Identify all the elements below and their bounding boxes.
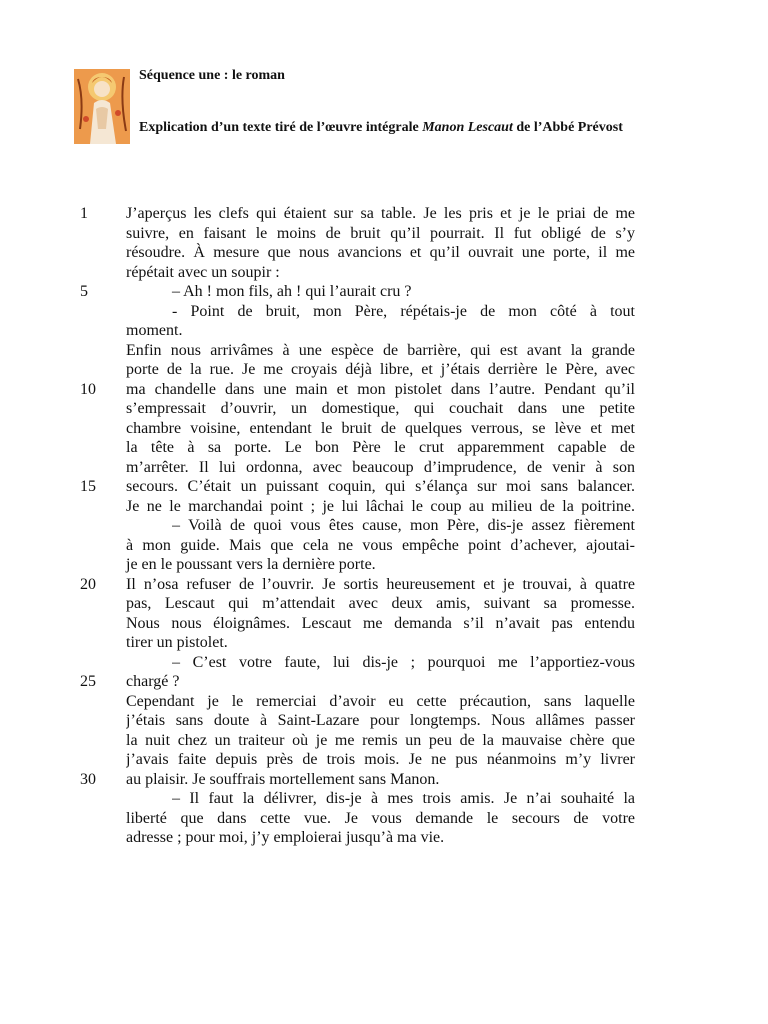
line-text: m’arrêter. Il lui ordonna, avec beaucoup d’imprudence, de venir à son xyxy=(126,458,635,476)
line-text: suivre, en faisant le moins de bruit qu’il pourrait. Il fut obligé de s’y xyxy=(126,224,635,242)
sequence-title: Séquence une : le roman xyxy=(139,68,285,83)
line-text: Cependant je le remerciai d’avoir eu cette précaution, sans laquelle xyxy=(126,692,635,710)
line-text: tirer un pistolet. xyxy=(126,634,228,651)
line-text: s’empressait d’ouvrir, un domestique, qui couchait dans une petite xyxy=(126,400,635,417)
line-text: j’avais faite depuis près de trois mois. Je ne pus néanmoins m’y livrer xyxy=(126,751,635,768)
line-text: ma chandelle dans une main et mon pistolet dans l’autre. Pendant qu’il xyxy=(126,380,635,398)
line-number: 20 xyxy=(80,575,96,593)
line-text: pas, Lescaut qui m’attendait avec deux amis, suivant sa promesse. xyxy=(126,595,635,612)
line-number: 10 xyxy=(80,380,96,398)
text-line xyxy=(80,282,635,302)
text-line xyxy=(80,653,635,673)
line-text: chargé ? xyxy=(126,673,180,690)
line-text: chambre voisine, entendant le bruit de quelques verrous, se lève et met xyxy=(126,419,635,437)
line-text: liberté que dans cette vue. Je vous demande le secours de votre xyxy=(126,809,635,827)
text-line xyxy=(80,750,635,770)
line-text: Il n’osa refuser de l’ouvrir. Je sortis heureusement et je trouvai, à quatre xyxy=(126,575,635,593)
line-text: secours. C’était un puissant coquin, qui s’élança sur moi sans balancer. xyxy=(126,478,635,495)
line-text: - Point de bruit, mon Père, répétais-je de mon côté à tout xyxy=(172,302,635,320)
text-line xyxy=(80,555,635,575)
text-line xyxy=(80,497,635,517)
text-line xyxy=(80,477,635,497)
line-text: moment. xyxy=(126,322,183,339)
line-text: J’aperçus les clefs qui étaient sur sa table. Je les pris et je le priai de me xyxy=(126,205,635,222)
line-text: Je ne le marchandai point ; je lui lâchai le coup au milieu de la poitrine. xyxy=(126,497,635,515)
line-text: la nuit chez un traiteur où je me remis un peu de la mauvaise chère que xyxy=(126,731,635,749)
text-line xyxy=(80,789,635,809)
line-text: Nous nous éloignâmes. Lescaut me demanda s’il n’avait pas entendu xyxy=(126,614,635,632)
text-line xyxy=(80,731,635,751)
text-line xyxy=(80,633,635,653)
text-line xyxy=(80,419,635,439)
line-text: je en le poussant vers la dernière porte. xyxy=(126,556,376,573)
line-text: adresse ; pour moi, j’y emploierai jusqu’à ma vie. xyxy=(126,829,445,846)
line-number: 30 xyxy=(80,770,96,788)
text-line xyxy=(80,360,635,380)
line-number: 5 xyxy=(80,283,88,300)
text-line xyxy=(80,594,635,614)
line-number: 25 xyxy=(80,673,96,690)
line-text: – Il faut la délivrer, dis-je à mes trois amis. Je n’ai souhaité la xyxy=(172,790,635,807)
excerpt-text xyxy=(80,204,635,848)
line-text: répétait avec un soupir : xyxy=(126,263,280,281)
text-line xyxy=(80,692,635,712)
line-text: – C’est votre faute, lui dis-je ; pourquoi me l’apportiez-vous xyxy=(172,653,635,671)
work-title: Manon Lescaut xyxy=(422,120,513,135)
text-line xyxy=(80,770,635,790)
text-line xyxy=(80,302,635,322)
explication-suffix: de l’Abbé Prévost xyxy=(512,120,623,135)
explication-prefix: Explication d’un texte tiré de l’œuvre intégrale xyxy=(139,120,423,135)
text-line xyxy=(80,536,635,556)
header-illustration xyxy=(74,69,130,144)
line-text: résoudre. À mesure que nous avancions et qu’il ouvrait une porte, il me xyxy=(126,244,635,261)
text-line xyxy=(80,828,635,848)
line-text: j’étais sans doute à Saint-Lazare pour longtemps. Nous allâmes passer xyxy=(126,712,635,729)
line-text: la tête à sa porte. Le bon Père le crut apparemment capable de xyxy=(126,439,635,456)
text-line xyxy=(80,341,635,361)
text-line xyxy=(80,380,635,400)
line-text: porte de la rue. Je me croyais déjà libre, et j’étais derrière le Père, avec xyxy=(126,361,635,378)
line-number: 15 xyxy=(80,478,96,495)
text-line xyxy=(80,809,635,829)
explication-heading xyxy=(139,120,623,136)
text-line xyxy=(80,614,635,634)
text-line xyxy=(80,458,635,478)
line-text: – Voilà de quoi vous êtes cause, mon Père, dis-je assez fièrement xyxy=(172,517,635,534)
text-line xyxy=(80,204,635,224)
text-line xyxy=(80,516,635,536)
text-line xyxy=(80,438,635,458)
text-line xyxy=(80,711,635,731)
line-text: à mon guide. Mais que cela ne vous empêche point d’achever, ajoutai- xyxy=(126,536,635,554)
text-line xyxy=(80,575,635,595)
text-line xyxy=(80,321,635,341)
text-line xyxy=(80,399,635,419)
text-line xyxy=(80,224,635,244)
line-text: Enfin nous arrivâmes à une espèce de barrière, qui est avant la grande xyxy=(126,341,635,359)
text-line xyxy=(80,672,635,692)
text-line xyxy=(80,243,635,263)
line-text: – Ah ! mon fils, ah ! qui l’aurait cru ? xyxy=(172,283,412,300)
line-number: 1 xyxy=(80,205,88,222)
text-line xyxy=(80,263,635,283)
line-text: au plaisir. Je souffrais mortellement sans Manon. xyxy=(126,770,440,788)
